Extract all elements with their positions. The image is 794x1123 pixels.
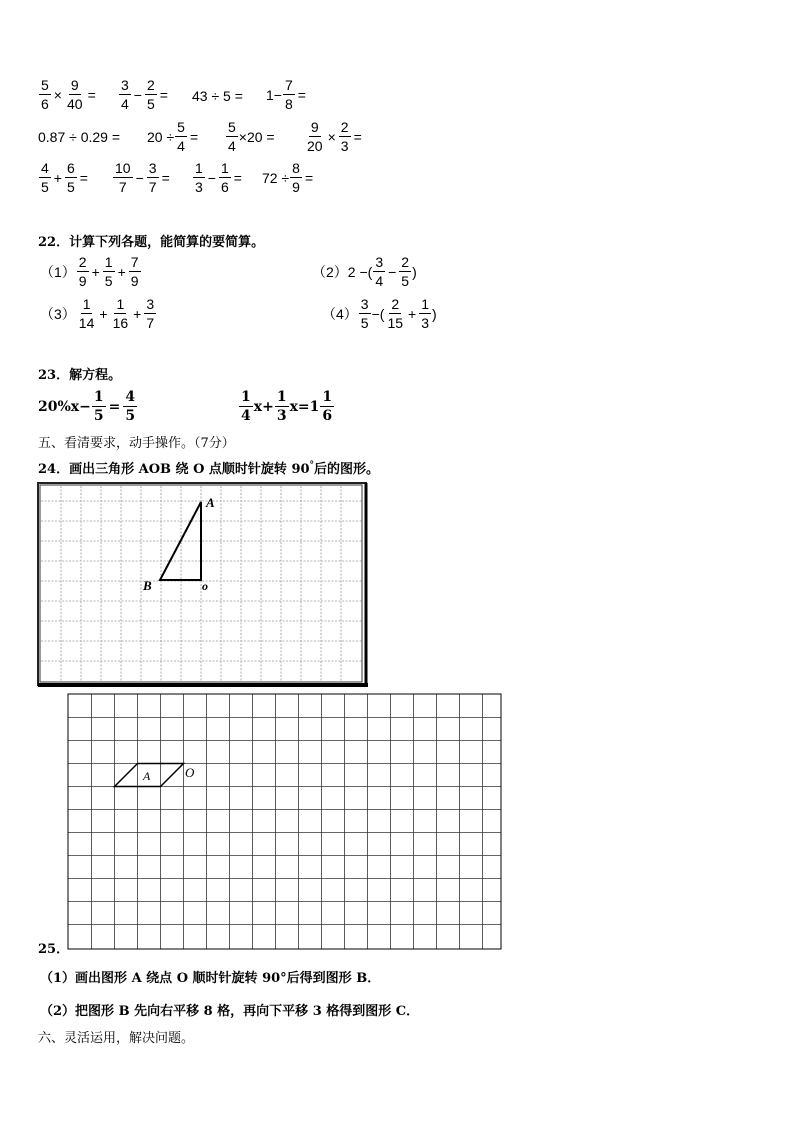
point-a-label: A [206,495,215,510]
q22-title: 22．计算下列各题，能简算的要简算。 [38,235,265,250]
q22-problem-1: （1） $\frac{2}{9}$ + $\frac{1}{5}$ + $\frac{7}{9}$ [40,254,139,289]
q22-problem-3: （3） $\frac{1}{14}$ + $\frac{1}{16}$ + $\frac{3}{7}$ [40,296,155,331]
calc-r2-a: 0.87 ÷ 0.29 = [38,129,121,145]
calc-r3-c: $\frac{1}{3}$ − $\frac{1}{6}$ = [195,160,242,195]
q25-step-2: （2）把图形 B 先向右平移 8 格，再向下平移 3 格得到图形 C． [40,1004,420,1019]
calc-r2-d: $\frac{9}{20}$ × $\frac{2}{3}$ = [307,119,362,154]
q24-title [38,458,379,477]
q22-problem-4: （4） $\frac{3}{5}$ −( $\frac{2}{15}$ + $\frac{1}{3}$ ) [322,296,437,331]
calc-r3-d: 72 ÷ $\frac{8}{9}$ = [262,160,314,195]
figure-a-label: A [143,769,151,783]
q25-grid-frame [68,694,501,949]
calc-r1-a: $\frac{5}{6}$ × $\frac{9}{40}$ = [41,77,96,112]
q25-grid-figure [66,693,504,951]
calc-r3-b: $\frac{10}{7}$ − $\frac{3}{7}$ = [115,160,170,195]
point-o-label: o [202,579,208,593]
degree-sign: ° [309,460,315,471]
calc-r1-b: $\frac{3}{4}$ − $\frac{2}{5}$ = [121,77,168,112]
q24-title-text: 24．画出三角形 AOB 绕 O 点顺时针旋转 90 [38,462,310,477]
calc-r3-a: $\frac{4}{5}$ + $\frac{6}{5}$ = [41,160,88,195]
q22-problem-2: （2） 2 −( $\frac{3}{4}$ − $\frac{2}{5}$ ) [312,254,417,289]
q24-title-end: 后的图形。 [314,462,380,477]
q23-title: 23．解方程。 [38,368,122,383]
calc-r1-d: 1− $\frac{7}{8}$ = [266,77,306,112]
q24-grid-figure [37,482,369,688]
calc-r2-b: 20 ÷ $\frac{5}{4}$ = [147,119,199,154]
q25-number: 25． [38,942,70,957]
point-b-label: B [143,578,152,593]
point-o-label: O [185,765,195,780]
section-5-heading: 五、看清要求，动手操作。（7分） [38,436,235,451]
q23-equation-1: 20%x− $\frac{1}{5}$ = $\frac{4}{5}$ [38,389,136,424]
calc-r1-c: 43 ÷ 5 = [192,88,243,104]
q25-step-1: （1）画出图形 A 绕点 O 顺时针旋转 90°后得到图形 B． [40,971,381,986]
calc-r2-c: $\frac{5}{4}$ ×20 = [228,119,275,154]
q25-grid-lines [68,694,501,949]
q23-equation-2: $\frac{1}{4}$ x+ $\frac{1}{3}$ x=1 $\frac{1}{6}$ [241,389,333,424]
section-6-heading: 六、灵活运用，解决问题。 [38,1031,195,1046]
